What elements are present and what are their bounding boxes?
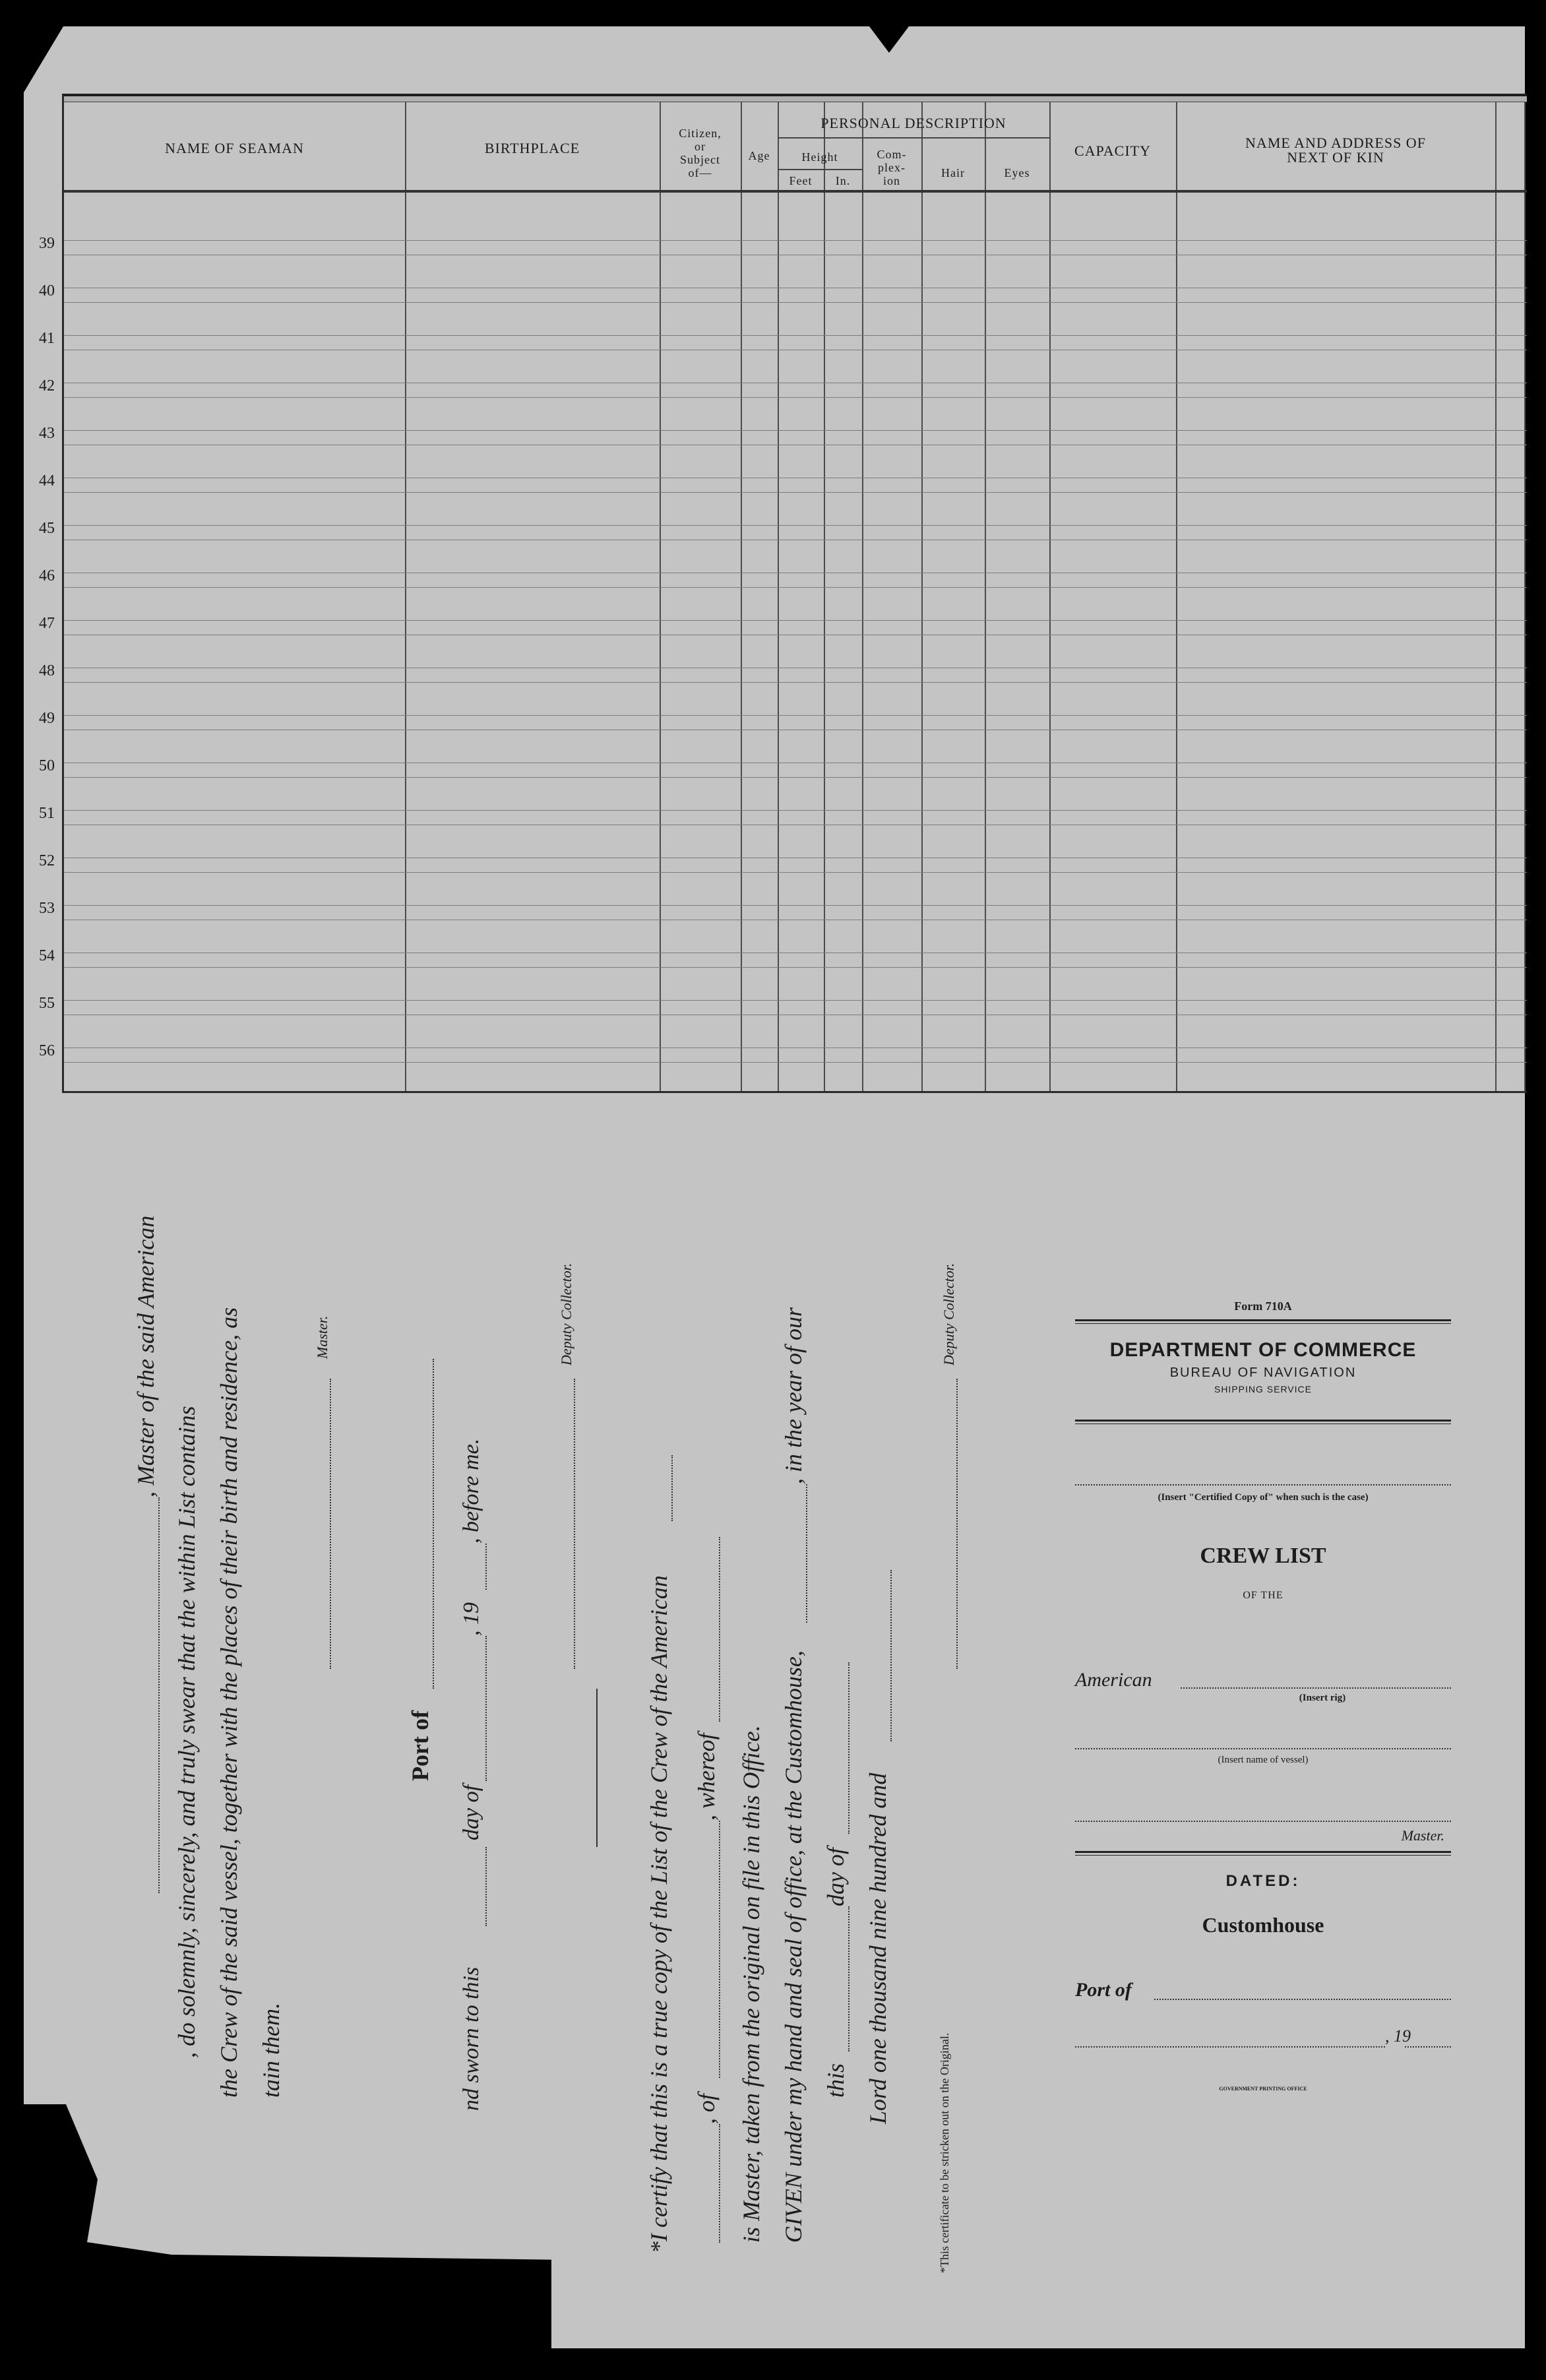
col-divider bbox=[862, 96, 863, 1091]
master-label-cover: Master. bbox=[1401, 1827, 1444, 1844]
row-number: 47 bbox=[39, 615, 55, 632]
row-number: 46 bbox=[39, 567, 55, 584]
col-divider bbox=[405, 96, 406, 1091]
row-number: 49 bbox=[39, 710, 55, 727]
header-next-of-kin bbox=[1176, 136, 1495, 165]
header-citizen-line: Subject bbox=[680, 153, 720, 166]
printer-credit: GOVERNMENT PRINTING OFFICE bbox=[1219, 2086, 1307, 2092]
header-inches: In. bbox=[835, 174, 851, 187]
header-hair: Hair bbox=[941, 166, 965, 179]
header-citizen-line: of— bbox=[688, 166, 712, 179]
crew-list-title: CREW LIST bbox=[1200, 1544, 1326, 1568]
row-number: 45 bbox=[39, 520, 55, 537]
col-divider bbox=[741, 96, 742, 1091]
header-complexion-line: ion bbox=[882, 174, 900, 187]
oath-text: the Crew of the said vessel, together with the places of their birth and residence, as bbox=[216, 1307, 242, 2098]
col-divider bbox=[1495, 96, 1497, 1091]
oath-text: , Master of the said American bbox=[133, 1215, 159, 1497]
port-of-label-cover: Port of bbox=[1075, 1979, 1132, 2001]
footnote-text: *This certificate to be stricken out on the Original. bbox=[938, 2032, 951, 2273]
col-divider bbox=[1176, 96, 1177, 1091]
cert-text: , of bbox=[693, 2093, 720, 2124]
header-complexion bbox=[862, 148, 921, 187]
oath-text: tain them. bbox=[258, 2003, 284, 2098]
header-name-of-seaman: NAME OF SEAMAN bbox=[165, 140, 304, 156]
row-number: 55 bbox=[39, 995, 55, 1012]
customhouse-label: Customhouse bbox=[1202, 1913, 1324, 1937]
header-citizen bbox=[660, 127, 741, 179]
cert-text: , in the year of our bbox=[780, 1307, 807, 1484]
of-the-label: OF THE bbox=[1243, 1590, 1283, 1601]
header-height: Height bbox=[801, 150, 838, 164]
sworn-text: , before me. bbox=[459, 1438, 483, 1544]
header-complexion-line: Com- bbox=[877, 148, 907, 161]
header-citizen-line: or bbox=[695, 140, 706, 153]
col-divider bbox=[778, 96, 779, 1091]
port-of-label: Port of bbox=[407, 1710, 433, 1781]
cert-text: *I certify that this is a true copy of the List of the Crew of the American bbox=[646, 1575, 672, 2253]
oath-text: , do solemnly, sincerely, and truly swear that the within List contains bbox=[173, 1406, 200, 2058]
sworn-text: , 19 bbox=[459, 1602, 483, 1636]
department-title: DEPARTMENT OF COMMERCE bbox=[1109, 1339, 1417, 1361]
insert-name-note: (Insert name of vessel) bbox=[1218, 1755, 1309, 1765]
deputy-label: Deputy Collector. bbox=[941, 1263, 957, 1365]
col-divider bbox=[1524, 96, 1526, 1091]
header-capacity: CAPACITY bbox=[1074, 142, 1151, 159]
col-divider bbox=[921, 96, 923, 1091]
cert-text: this bbox=[822, 2063, 849, 2098]
header-personal-description: PERSONAL DESCRIPTION bbox=[820, 115, 1006, 131]
row-number: 54 bbox=[39, 947, 55, 964]
header-complexion-line: plex- bbox=[878, 161, 906, 174]
insert-rig-note: (Insert rig) bbox=[1299, 1693, 1346, 1703]
cert-text: Lord one thousand nine hundred and bbox=[865, 1772, 891, 2124]
row-number: 48 bbox=[39, 662, 55, 679]
header-birthplace: BIRTHPLACE bbox=[484, 140, 580, 156]
col-divider bbox=[660, 96, 661, 1091]
row-number: 44 bbox=[39, 472, 55, 489]
cert-text: is Master, taken from the original on file in this Office. bbox=[738, 1725, 764, 2243]
row-number: 40 bbox=[39, 282, 55, 299]
col-divider bbox=[824, 96, 825, 1091]
header-next-of-kin-line: NEXT OF KIN bbox=[1287, 149, 1384, 166]
center-divider bbox=[596, 1689, 598, 1847]
row-number: 41 bbox=[39, 330, 55, 347]
row-number: 43 bbox=[39, 425, 55, 442]
american-label: American bbox=[1075, 1669, 1152, 1691]
crew-table bbox=[39, 94, 1527, 1093]
insert-certified-note: (Insert "Certified Copy of" when such is the case) bbox=[1158, 1492, 1369, 1503]
header-feet: Feet bbox=[789, 174, 813, 187]
cert-text: day of bbox=[822, 1848, 849, 1906]
header-citizen-line: Citizen, bbox=[679, 127, 722, 140]
master-label: Master. bbox=[314, 1315, 330, 1359]
dated-label: DATED: bbox=[1225, 1872, 1301, 1890]
cert-text: GIVEN under my hand and seal of office, at the Customhouse, bbox=[780, 1650, 807, 2243]
cert-text: , whereof bbox=[693, 1733, 720, 1821]
header-next-of-kin-line: NAME AND ADDRESS OF bbox=[1245, 135, 1426, 151]
row-number: 53 bbox=[39, 900, 55, 917]
sworn-text: nd sworn to this bbox=[459, 1966, 483, 2111]
sworn-text: day of bbox=[459, 1784, 483, 1840]
header-age: Age bbox=[748, 149, 770, 162]
form-number: Form 710A bbox=[1234, 1300, 1292, 1313]
year-label-cover: , 19 bbox=[1385, 2026, 1411, 2046]
row-number: 42 bbox=[39, 377, 55, 394]
bureau-title: BUREAU OF NAVIGATION bbox=[1169, 1365, 1357, 1380]
row-number: 56 bbox=[39, 1042, 55, 1059]
header-eyes: Eyes bbox=[1004, 166, 1030, 179]
deputy-label: Deputy Collector. bbox=[558, 1263, 574, 1365]
row-number: 52 bbox=[39, 852, 55, 869]
service-title: SHIPPING SERVICE bbox=[1214, 1384, 1312, 1394]
row-number: 39 bbox=[39, 235, 55, 252]
row-number: 50 bbox=[39, 757, 55, 774]
row-number: 51 bbox=[39, 805, 55, 822]
col-divider bbox=[985, 96, 986, 1091]
col-divider bbox=[1049, 96, 1051, 1091]
